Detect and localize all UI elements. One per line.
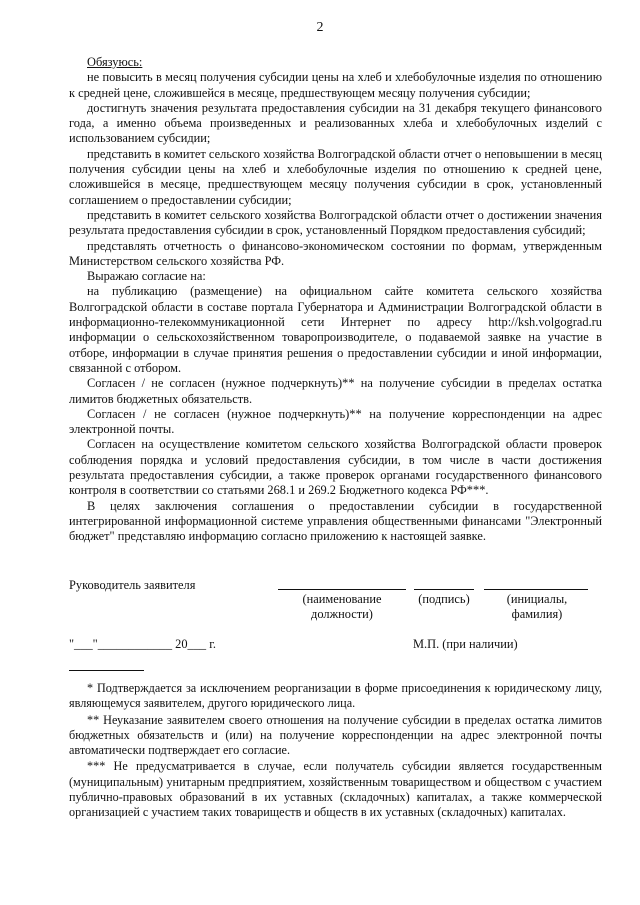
initials-caption: (инициалы, фамилия) bbox=[506, 592, 568, 621]
paragraph: Согласен / не согласен (нужное подчеркнуть)** на получение корреспонденции на адрес электронной почты. bbox=[69, 406, 602, 437]
document-body bbox=[69, 55, 602, 545]
paragraph: Согласен / не согласен (нужное подчеркнуть)** на получение субсидии в пределах остатка лимитов бюджетных обязательств. bbox=[69, 376, 602, 406]
paragraph: достигнуть значения результата предоставления субсидии на 31 декабря текущего финансового года, а именно объема произведенных и реализованных хлеба и хлебобулочных изделий с использованием субсидии; bbox=[69, 100, 602, 146]
paragraph: представлять отчетность о финансово-экономическом состоянии по формам, утвержденным Министерством сельского хозяйства РФ. bbox=[69, 238, 602, 268]
signature-line bbox=[414, 589, 474, 590]
footnote-divider bbox=[69, 670, 144, 671]
date-line: "___"____________ 20___ г. bbox=[69, 637, 216, 651]
initials-line bbox=[484, 589, 588, 590]
head-label: Руководитель заявителя bbox=[69, 578, 196, 592]
footnotes bbox=[69, 681, 602, 822]
paragraph: представить в комитет сельского хозяйства Волгоградской области отчет о неповышении в месяц получения субсидии цены на хлеб и хлебобулочные изделия по отношению к средней цене, сложившейся в месяце, предшествующем месяцу получения субсидии в срок, установленный соглашением о предоставлении субсидии; bbox=[69, 146, 602, 207]
page-number: 2 bbox=[316, 20, 324, 35]
paragraph: В целях заключения соглашения о предоставлении субсидии в государственной интегрированной информационной системе управления общественными финансами "Электронный бюджет" представляю информацию согласно приложению к настоящей заявке. bbox=[69, 498, 602, 544]
stamp-label: М.П. (при наличии) bbox=[413, 637, 518, 651]
signature-caption: (подпись) bbox=[418, 592, 470, 606]
paragraph: Согласен на осуществление комитетом сельского хозяйства Волгоградской области проверок соблюдения порядка и условий предоставления субсидии, в том числе в части достижения результата предоставления субсидии, а также проверок органами государственного финансового контроля в соответствии со статьями 268.1 и 269.2 Бюджетного кодекса РФ***. bbox=[69, 437, 602, 498]
consent-heading: Выражаю согласие на: bbox=[87, 269, 206, 284]
footnote: *** Не предусматривается в случае, если получатель субсидии является государственным (муниципальным) унитарным предприятием, хозяйственным товариществом и обществом с участием публично-правовых образований в их уставных (складочных) капиталах, а также коммерческой организацией с участием таких товариществ и обществ в их уставных (складочных) капиталах. bbox=[69, 759, 602, 820]
paragraph: представить в комитет сельского хозяйства Волгоградской области отчет о достижении значения результата предоставления субсидии в срок, установленный Порядком предоставления субсидий; bbox=[69, 207, 602, 238]
footnote: * Подтверждается за исключением реорганизации в форме присоединения к юридическому лицу, являющемуся заявителем, другого юридического лица. bbox=[69, 681, 602, 711]
position-line bbox=[278, 589, 406, 590]
position-caption: (наименование должности) bbox=[302, 592, 382, 621]
paragraph: на публикацию (размещение) на официальном сайте комитета сельского хозяйства Волгоградской области в составе портала Губернатора и Администрации Волгоградской области в информационно-телекоммуникационной сети Интернет по адресу http://ksh.volgograd.ru информации о сельскохозяйственном товаропроизводителе, о подаваемой заявке на участие в отборе, информации в случае принятия решения о предоставлении субсидии и иной информации, связанной с отбором. bbox=[69, 284, 602, 375]
footnote: ** Неуказание заявителем своего отношения на получение субсидии в пределах остатка лимитов бюджетных обязательств и (или) на получение корреспонденции на адрес электронной почты автоматически подтверждает его согласие. bbox=[69, 712, 602, 758]
paragraph: не повысить в месяц получения субсидии цены на хлеб и хлебобулочные изделия по отношению к средней цене, сложившейся в месяце, предшествующем месяцу получения субсидии; bbox=[69, 70, 602, 100]
commitment-heading: Обязуюсь: bbox=[87, 55, 143, 69]
